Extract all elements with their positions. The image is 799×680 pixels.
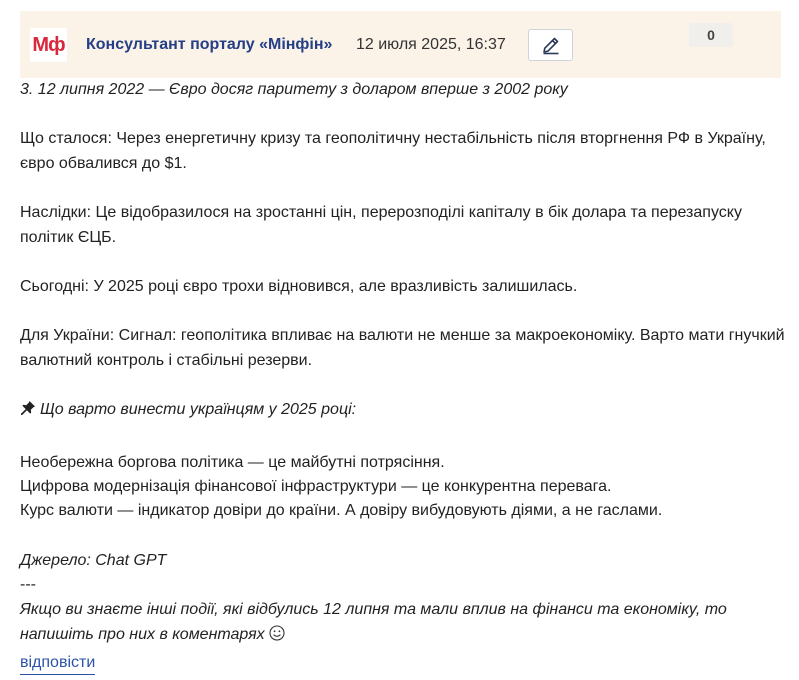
comment-header [20, 11, 781, 78]
call-to-action [20, 598, 790, 647]
lesson-item: Цифрова модернізація фінансової інфраструктури — це конкурентна перевага. [20, 478, 612, 495]
author-name[interactable]: Консультант порталу «Мінфін» [86, 36, 333, 53]
separator-line: --- [20, 576, 36, 593]
vote-count-badge[interactable]: 0 [689, 23, 733, 47]
today-paragraph: Сьогодні: У 2025 році євро трохи відновився, але вразливість залишилась. [20, 278, 578, 295]
minfin-logo: Мф [30, 28, 67, 62]
lessons-heading [20, 398, 790, 423]
edit-button[interactable] [528, 29, 573, 61]
smile-icon [269, 625, 285, 641]
comment-datetime: 12 июля 2025, 16:37 [356, 36, 506, 53]
pencil-icon [541, 35, 561, 55]
lesson-item: Курс валюти — індикатор довіри до країни. А довіру вибудовують діями, а не гаслами. [20, 502, 663, 519]
pushpin-icon [20, 400, 36, 416]
for-ukraine-paragraph: Для України: Сигнал: геополітика впливає на валюти не менше за макроекономіку. Варто мати гнучкий валютний контроль і стабільні резерви. [20, 327, 785, 369]
lesson-item: Необережна боргова політика — це майбутні потрясіння. [20, 454, 445, 471]
call-to-action-text: Якщо ви знаєте інші події, які відбулись 12 липня та мали вплив на фінанси та економіку, то напишіть про них в коментарях [20, 601, 727, 643]
consequences-paragraph: Наслідки: Це відобразилося на зростанні цін, перерозподілі капіталу в бік долара та перезапуску політик ЄЦБ. [20, 204, 742, 246]
source-line: Джерело: Chat GPT [20, 552, 167, 569]
what-happened-paragraph: Що сталося: Через енергетичну кризу та геополітичну нестабільність після вторгнення РФ в Україну, євро обвалився до $1. [20, 130, 766, 172]
post-headline: 3. 12 липня 2022 — Євро досяг паритету з доларом вперше з 2002 року [20, 81, 568, 98]
lessons-heading-text: Що варто винести українцям у 2025 році: [40, 401, 357, 418]
reply-link[interactable]: відповісти [20, 652, 95, 675]
